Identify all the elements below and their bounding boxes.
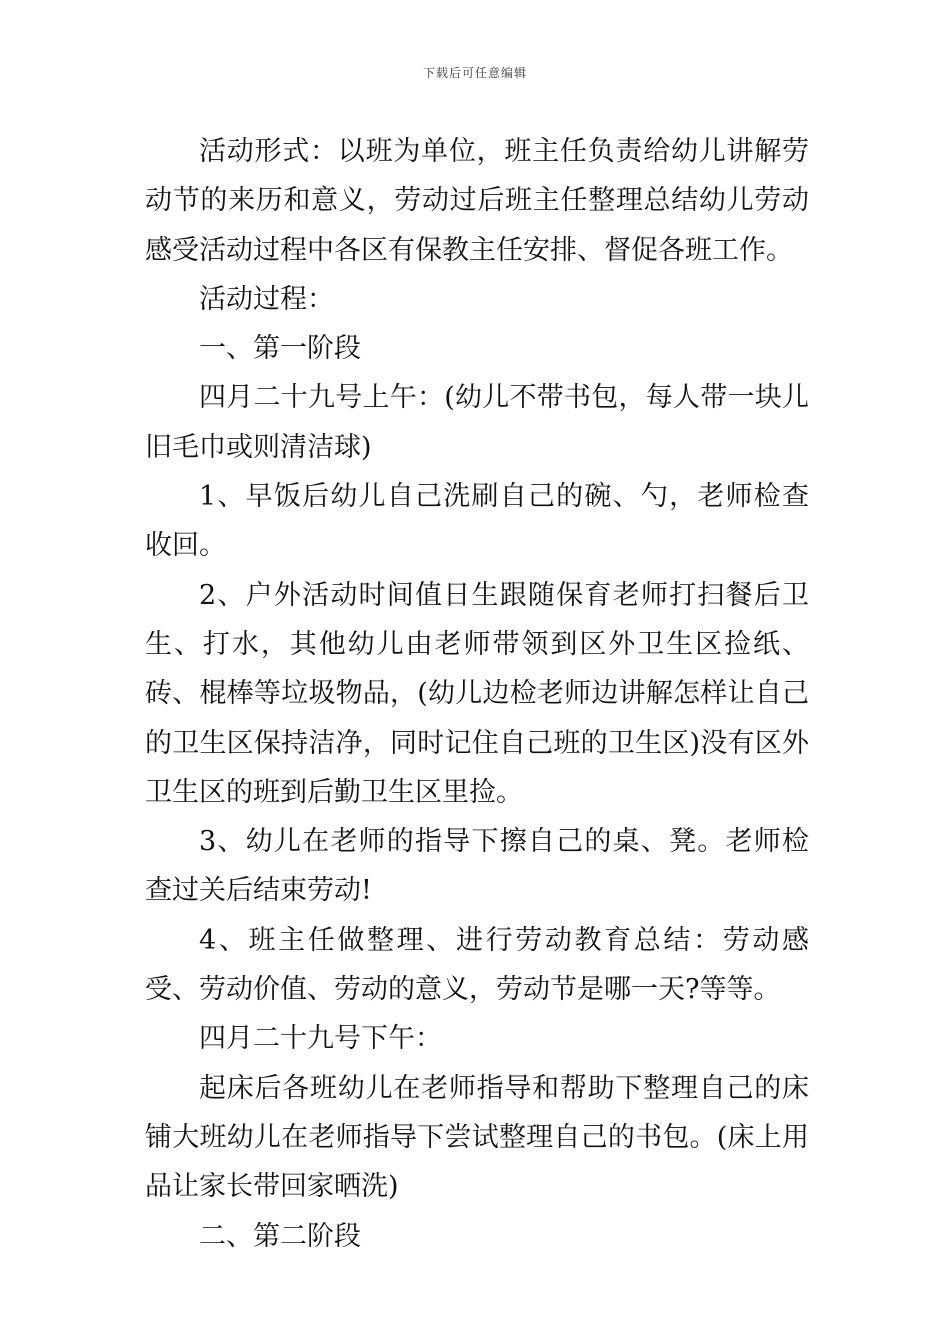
list-item-4: 4、班主任做整理、进行劳动教育总结：劳动感受、劳动价值、劳动的意义，劳动节是哪一天?等等。 bbox=[145, 924, 809, 1006]
paragraph-april-29-morning: 四月二十九号上午：(幼儿不带书包，每人带一块儿旧毛巾或则清洁球) bbox=[145, 382, 809, 463]
document-body bbox=[145, 127, 809, 1261]
paragraph-activity-form: 活动形式：以班为单位，班主任负责给幼儿讲解劳动节的来历和意义，劳动过后班主任整理总结幼儿劳动感受活动过程中各区有保教主任安排、督促各班工作。 bbox=[145, 136, 809, 266]
list-item-2: 2、户外活动时间值日生跟随保育老师打扫餐后卫生、打水，其他幼儿由老师带领到区外卫生区捡纸、砖、棍棒等垃圾物品，(幼儿边检老师边讲解怎样让自己的卫生区保持洁净，同时记住自己班的卫生区)没有区外卫生区的班到后勤卫生区里捡。 bbox=[145, 579, 809, 808]
paragraph-april-29-afternoon: 四月二十九号下午： bbox=[199, 1023, 442, 1055]
list-item-1: 1、早饭后幼儿自己洗刷自己的碗、勺，老师检查收回。 bbox=[145, 481, 809, 562]
heading-stage-two: 二、第二阶段 bbox=[199, 1220, 361, 1252]
list-item-3: 3、幼儿在老师的指导下擦自己的桌、凳。老师检查过关后结束劳动! bbox=[145, 826, 809, 907]
heading-stage-one: 一、第一阶段 bbox=[199, 333, 361, 365]
paragraph-bed-tidy: 起床后各班幼儿在老师指导和帮助下整理自己的床铺大班幼儿在老师指导下尝试整理自己的书包。(床上用品让家长带回家晒洗) bbox=[145, 1072, 809, 1203]
page-header: 下载后可任意编辑 bbox=[422, 66, 527, 80]
paragraph-activity-process: 活动过程： bbox=[199, 283, 334, 315]
